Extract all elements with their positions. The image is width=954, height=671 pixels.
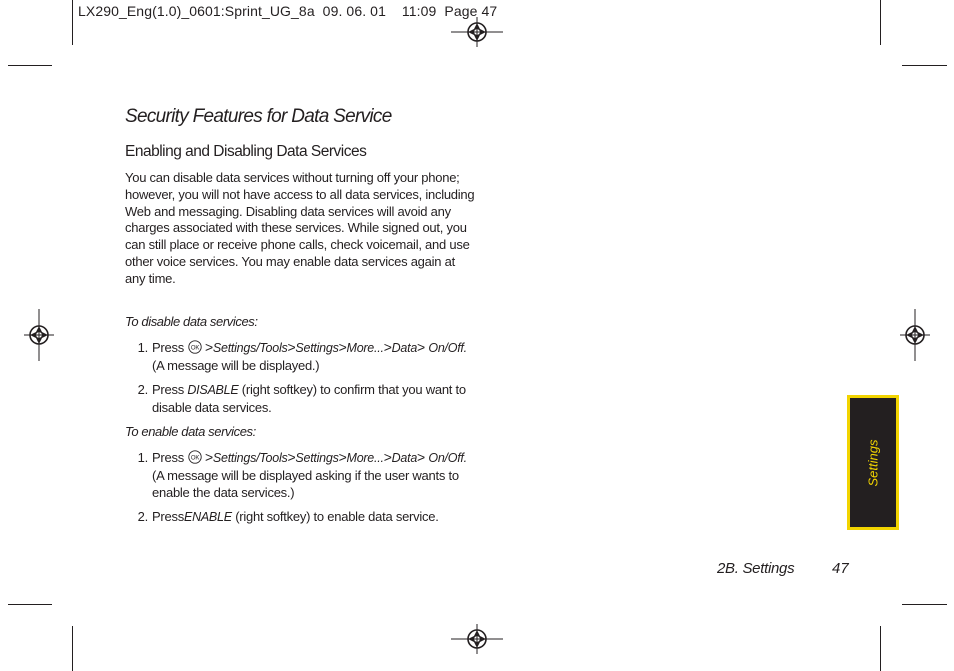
crop-mark-bottom-left-horizontal: [8, 604, 52, 605]
path-separator: >: [417, 339, 425, 355]
subhead: Enabling and Disabling Data Services: [125, 143, 367, 160]
enable-procedure-heading: To enable data services:: [125, 424, 256, 439]
menu-path-settings: Settings: [295, 451, 339, 465]
press-label: Press: [152, 450, 184, 465]
menu-path-data: Data: [391, 341, 418, 355]
press-label: Press: [152, 509, 184, 524]
disable-step-1: [132, 339, 477, 374]
disable-procedure-heading: To disable data services:: [125, 314, 258, 329]
crosshair-target-icon: [900, 309, 930, 361]
disable-step-2: [132, 381, 477, 416]
crop-mark-top-left-horizontal: [8, 65, 52, 66]
step-note: (right softkey) to enable data service.: [235, 509, 439, 524]
enable-step-1: [132, 449, 477, 501]
step-note: (A message will be displayed.): [152, 358, 320, 373]
path-separator: >: [287, 449, 296, 465]
menu-path-settings-tools: Settings/Tools: [212, 451, 288, 465]
crop-mark-top-right-horizontal: [902, 65, 947, 66]
step-number: 2.: [137, 382, 148, 397]
enable-step-2: [132, 508, 477, 526]
step-body: [152, 339, 477, 374]
crop-mark-bottom-right-horizontal: [902, 604, 947, 605]
path-separator: >: [204, 339, 213, 355]
path-separator: >: [204, 449, 213, 465]
step-number: 2.: [137, 509, 148, 524]
section-side-tab: [847, 395, 899, 530]
crop-mark-bottom-left-vertical: [72, 626, 73, 671]
path-separator: >: [383, 449, 392, 465]
step-number: 1.: [137, 450, 148, 465]
ok-key-glyph: OK: [190, 455, 200, 462]
crosshair-target-icon: [451, 624, 503, 654]
menu-path-settings: Settings: [295, 341, 339, 355]
crosshair-target-icon: [24, 309, 54, 361]
ok-key-glyph: OK: [190, 345, 200, 352]
menu-path-more: More...: [346, 451, 384, 465]
menu-path-more: More...: [346, 341, 384, 355]
menu-path-on-off: On/Off.: [428, 451, 467, 465]
path-separator: >: [338, 339, 347, 355]
step-body: [152, 508, 477, 526]
side-tab-label: Settings: [865, 439, 881, 486]
step-number: 1.: [137, 340, 148, 355]
path-separator: >: [417, 449, 425, 465]
menu-ok-key-icon: [188, 450, 202, 464]
step-note: (right softkey) to confirm that you want to disable data services.: [152, 382, 466, 415]
crop-mark-bottom-right-vertical: [880, 626, 881, 671]
path-separator: >: [338, 449, 347, 465]
menu-ok-key-icon: [188, 340, 202, 354]
press-label: Press: [152, 340, 184, 355]
path-separator: >: [287, 339, 296, 355]
crop-mark-top-right-vertical: [880, 0, 881, 45]
softkey-disable: DISABLE: [187, 383, 239, 397]
step-body: [152, 381, 477, 416]
step-note: (A message will be displayed asking if the user wants to enable the data services.): [152, 468, 459, 500]
footer-page-number: 47: [832, 560, 849, 577]
section-title: Security Features for Data Service: [125, 106, 392, 127]
menu-path-data: Data: [391, 451, 418, 465]
path-separator: >: [383, 339, 392, 355]
footer-section-name: 2B. Settings: [717, 560, 795, 577]
softkey-enable: ENABLE: [183, 510, 232, 524]
menu-path-on-off: On/Off.: [428, 341, 467, 355]
crosshair-target-icon: [451, 17, 503, 47]
crop-mark-top-left-vertical: [72, 0, 73, 45]
print-slug-line: LX290_Eng(1.0)_0601:Sprint_UG_8a 09. 06. 01 11:09 Page 47: [78, 3, 498, 19]
step-body: [152, 449, 477, 501]
press-label: Press: [152, 382, 184, 397]
menu-path-settings-tools: Settings/Tools: [212, 341, 288, 355]
body-paragraph: You can disable data services without turning off your phone; however, you will not have access to all data services, including Web and messaging. Disabling data services will avoid any charges associated with these services. While signed out, you can still place or receive phone calls, check voicemail, and use other voice services. You may enable data services again at any time.: [125, 170, 475, 286]
